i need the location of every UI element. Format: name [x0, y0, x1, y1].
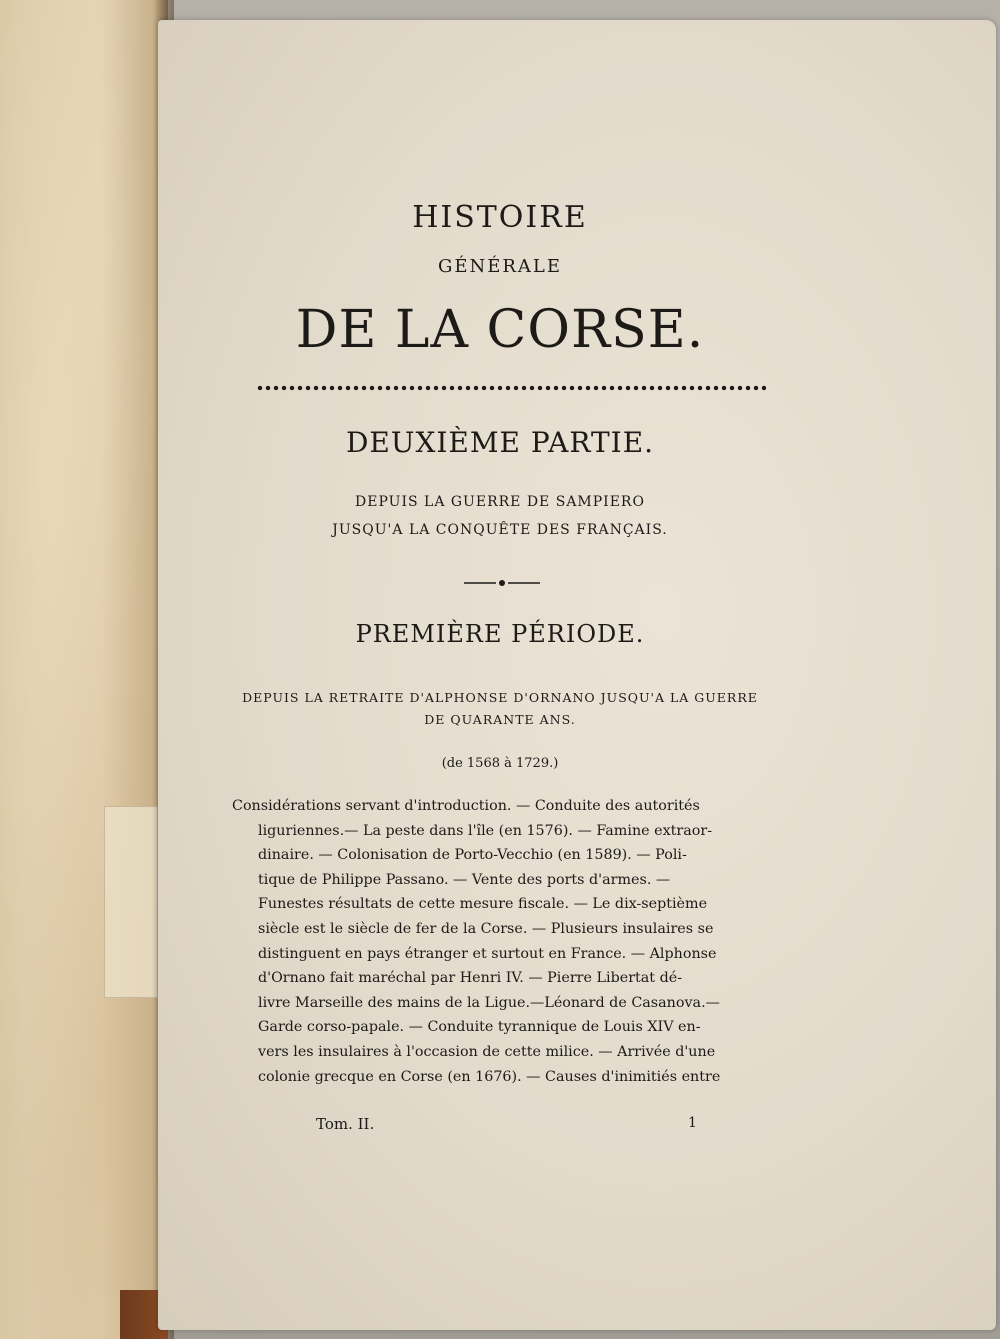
summary-line: liguriennes.— La peste dans l'île (en 1576). — Famine extraor- [258, 822, 713, 839]
title-histoire: HISTOIRE [412, 200, 588, 235]
summary-line: Considérations servant d'introduction. — Conduite des autorités [232, 798, 700, 814]
summary-line: d'Ornano fait maréchal par Henri IV. — Pierre Libertat dé- [258, 970, 683, 987]
tape-repair [104, 806, 158, 998]
summary-line: tique de Philippe Passano. — Vente des ports d'armes. — [258, 871, 671, 888]
chapter-summary [232, 794, 772, 1089]
period-title: PREMIÈRE PÉRIODE. [355, 620, 645, 648]
summary-line: Funestes résultats de cette mesure fiscale. — Le dix-septième [258, 896, 708, 913]
summary-line: dinaire. — Colonisation de Porto-Vecchio (en 1589). — Poli- [258, 847, 687, 864]
summary-line: distinguent en pays étranger et surtout en France. — Alphonse [258, 945, 717, 962]
title-generale: GÉNÉRALE [437, 256, 563, 277]
period-dates: (de 1568 à 1729.) [441, 756, 559, 771]
summary-line: siècle est le siècle de fer de la Corse. — Plusieurs insulaires se [258, 920, 714, 937]
part-title: DEUXIÈME PARTIE. [345, 426, 655, 459]
summary-line: Garde corso-papale. — Conduite tyrannique de Louis XIV en- [258, 1019, 701, 1036]
dotted-rule-divider [256, 385, 766, 391]
period-subtitle-line1: DEPUIS LA RETRAITE D'ALPHONSE D'ORNANO JUSQU'A LA GUERRE [242, 690, 758, 705]
summary-line: livre Marseille des mains de la Ligue.—Léonard de Casanova.— [258, 994, 720, 1011]
ornament-rule-icon [462, 578, 542, 588]
summary-line: colonie grecque en Corse (en 1676). — Causes d'inimitiés entre [258, 1068, 721, 1085]
part-subtitle-line1: DEPUIS LA GUERRE DE SAMPIERO [355, 494, 645, 510]
part-subtitle-line2: JUSQU'A LA CONQUÊTE DES FRANÇAIS. [332, 522, 668, 538]
title-de-la-corse: DE LA CORSE. [295, 300, 705, 360]
summary-line: vers les insulaires à l'occasion de cette milice. — Arrivée d'une [258, 1043, 716, 1060]
period-subtitle-line2: DE QUARANTE ANS. [424, 712, 576, 727]
volume-mark: Tom. II. [316, 1115, 375, 1133]
signature-mark: 1 [688, 1115, 697, 1131]
